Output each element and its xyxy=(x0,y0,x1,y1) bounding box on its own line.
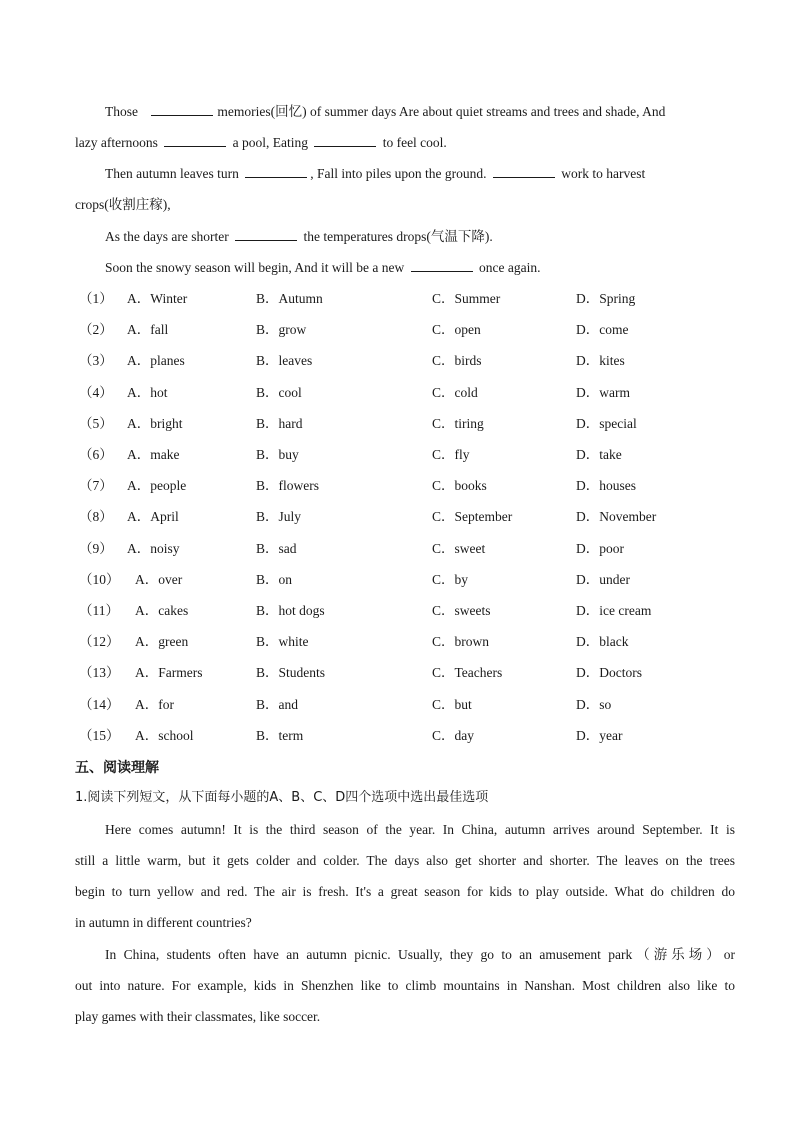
question-row xyxy=(75,321,755,339)
question-number: （2） xyxy=(79,322,113,338)
option-b: B．on xyxy=(256,571,293,587)
question-number: （15） xyxy=(79,727,120,743)
option-a: A．fall xyxy=(127,322,169,338)
passage-text: crops(收割庄稼), xyxy=(75,197,171,212)
option-a: A．hot xyxy=(127,384,168,400)
option-d: D．November xyxy=(576,509,657,525)
option-b: B．grow xyxy=(256,322,307,338)
option-b: B．hot dogs xyxy=(256,603,325,618)
option-a: A．Winter xyxy=(127,291,188,306)
answer-blank xyxy=(164,134,226,147)
option-c: C．by xyxy=(432,571,469,587)
option-c: C．day xyxy=(432,727,474,743)
question-row xyxy=(75,633,755,651)
passage-line-1 xyxy=(105,103,735,121)
option-c: C．books xyxy=(432,478,487,494)
option-a: A．school xyxy=(135,727,194,743)
option-a: A．bright xyxy=(127,415,183,431)
option-a: A．noisy xyxy=(127,540,180,556)
option-a: A．planes xyxy=(127,353,185,369)
option-c: C．tiring xyxy=(432,415,484,431)
option-d: D．ice cream xyxy=(576,603,652,618)
option-b: B．Students xyxy=(256,665,326,681)
option-b: B．white xyxy=(256,634,309,650)
option-a: A．Farmers xyxy=(135,665,203,681)
option-c: C．cold xyxy=(432,384,478,400)
passage-text: Soon the snowy season will begin, And it will be a new xyxy=(105,260,405,275)
passage-text: lazy afternoons xyxy=(75,135,158,150)
question-row xyxy=(75,352,755,370)
question-number: （13） xyxy=(79,665,120,681)
question-row xyxy=(75,415,755,433)
question-number: （4） xyxy=(79,384,113,400)
option-a: A．cakes xyxy=(135,603,189,618)
answer-blank xyxy=(314,134,376,147)
option-b: B．and xyxy=(256,696,298,712)
option-d: D．Doctors xyxy=(576,665,642,681)
passage-line-2 xyxy=(75,134,735,152)
option-b: B．sad xyxy=(256,540,297,556)
option-d: D．under xyxy=(576,571,630,587)
passage-text: to feel cool. xyxy=(382,135,447,150)
option-b: B．flowers xyxy=(256,478,319,494)
passage-line-5 xyxy=(105,228,735,246)
question-row xyxy=(75,290,755,308)
question-number: （1） xyxy=(79,291,113,306)
option-c: C．fly xyxy=(432,447,470,462)
question-number: （6） xyxy=(79,447,113,462)
passage-line-3 xyxy=(105,165,735,183)
section-heading: 五、阅读理解 xyxy=(75,760,159,776)
option-c: C．but xyxy=(432,696,472,712)
reading-line: out into nature. For example, kids in Shenzhen like to climb mountains in Nanshan. Most children also like to xyxy=(75,978,735,993)
option-a: A．over xyxy=(135,571,183,587)
option-c: C．Teachers xyxy=(432,665,503,681)
question-number: （3） xyxy=(79,353,113,369)
option-b: B．July xyxy=(256,509,302,525)
option-c: C．sweets xyxy=(432,603,491,618)
reading-line: In China, students often have an autumn picnic. Usually, they go to an amusement park（游乐场）or xyxy=(105,947,735,962)
option-a: A．make xyxy=(127,447,180,462)
option-d: D．year xyxy=(576,727,623,743)
option-a: A．for xyxy=(135,696,174,712)
passage-text: , Fall into piles upon the ground. xyxy=(310,166,487,181)
question-row xyxy=(75,602,755,620)
option-d: D．take xyxy=(576,447,622,462)
option-b: B．Autumn xyxy=(256,291,323,306)
passage-text: Those xyxy=(105,104,138,119)
question-row xyxy=(75,540,755,558)
passage-text: memories(回忆) of summer days Are about quiet streams and trees and shade, And xyxy=(217,104,666,119)
question-number: （10） xyxy=(79,571,120,587)
option-d: D．come xyxy=(576,322,629,338)
option-d: D．Spring xyxy=(576,291,636,306)
passage-text: the temperatures drops(气温下降). xyxy=(303,229,493,244)
option-d: D．special xyxy=(576,415,637,431)
option-b: B．hard xyxy=(256,415,303,431)
option-c: C．birds xyxy=(432,353,482,369)
question-row xyxy=(75,696,755,714)
passage-line-4 xyxy=(75,196,735,214)
answer-blank xyxy=(245,165,307,178)
reading-line: play games with their classmates, like soccer. xyxy=(75,1009,321,1024)
option-d: D．kites xyxy=(576,353,625,369)
option-b: B．term xyxy=(256,727,304,743)
passage-text: a pool, Eating xyxy=(232,135,308,150)
option-d: D．black xyxy=(576,634,629,650)
question-row xyxy=(75,664,755,682)
option-c: C．brown xyxy=(432,634,489,650)
question-number: （12） xyxy=(79,634,120,650)
question-row xyxy=(75,571,755,589)
reading-line: still a little warm, but it gets colder and colder. The days also get shorter and shorter. The leaves on the trees xyxy=(75,853,735,868)
section-instruction: 1.阅读下列短文，从下面每小题的A、B、C、D四个选项中选出最佳选项 xyxy=(75,790,489,805)
option-c: C．September xyxy=(432,509,513,525)
question-number: （14） xyxy=(79,696,120,712)
question-row xyxy=(75,477,755,495)
question-row xyxy=(75,727,755,745)
reading-line: begin to turn yellow and red. The air is fresh. It's a great season for kids to play outside. What do children do xyxy=(75,884,735,899)
reading-line: in autumn in different countries? xyxy=(75,915,252,930)
option-c: C．sweet xyxy=(432,540,486,556)
question-row xyxy=(75,446,755,464)
question-row xyxy=(75,508,755,526)
answer-blank xyxy=(235,228,297,241)
answer-blank xyxy=(151,103,213,116)
option-c: C．open xyxy=(432,322,481,338)
passage-text: once again. xyxy=(478,260,541,275)
question-number: （8） xyxy=(79,509,113,525)
question-row xyxy=(75,384,755,402)
option-d: D．houses xyxy=(576,478,636,494)
option-a: A．people xyxy=(127,478,187,494)
answer-blank xyxy=(411,259,473,272)
passage-text: work to harvest xyxy=(561,166,646,181)
answer-blank xyxy=(493,165,555,178)
option-c: C．Summer xyxy=(432,291,501,306)
passage-text: Then autumn leaves turn xyxy=(105,166,239,181)
question-number: （11） xyxy=(79,603,119,618)
passage-line-6 xyxy=(105,259,735,277)
option-b: B．cool xyxy=(256,384,302,400)
option-d: D．so xyxy=(576,696,612,712)
question-number: （9） xyxy=(79,540,113,556)
option-d: D．poor xyxy=(576,540,624,556)
question-number: （7） xyxy=(79,478,113,494)
question-number: （5） xyxy=(79,415,113,431)
option-a: A．April xyxy=(127,509,179,525)
option-d: D．warm xyxy=(576,384,630,400)
passage-text: As the days are shorter xyxy=(105,229,229,244)
option-a: A．green xyxy=(135,634,189,650)
reading-line: Here comes autumn! It is the third season of the year. In China, autumn arrives around September. It is xyxy=(105,822,735,837)
option-b: B．buy xyxy=(256,447,299,462)
option-b: B．leaves xyxy=(256,353,313,369)
